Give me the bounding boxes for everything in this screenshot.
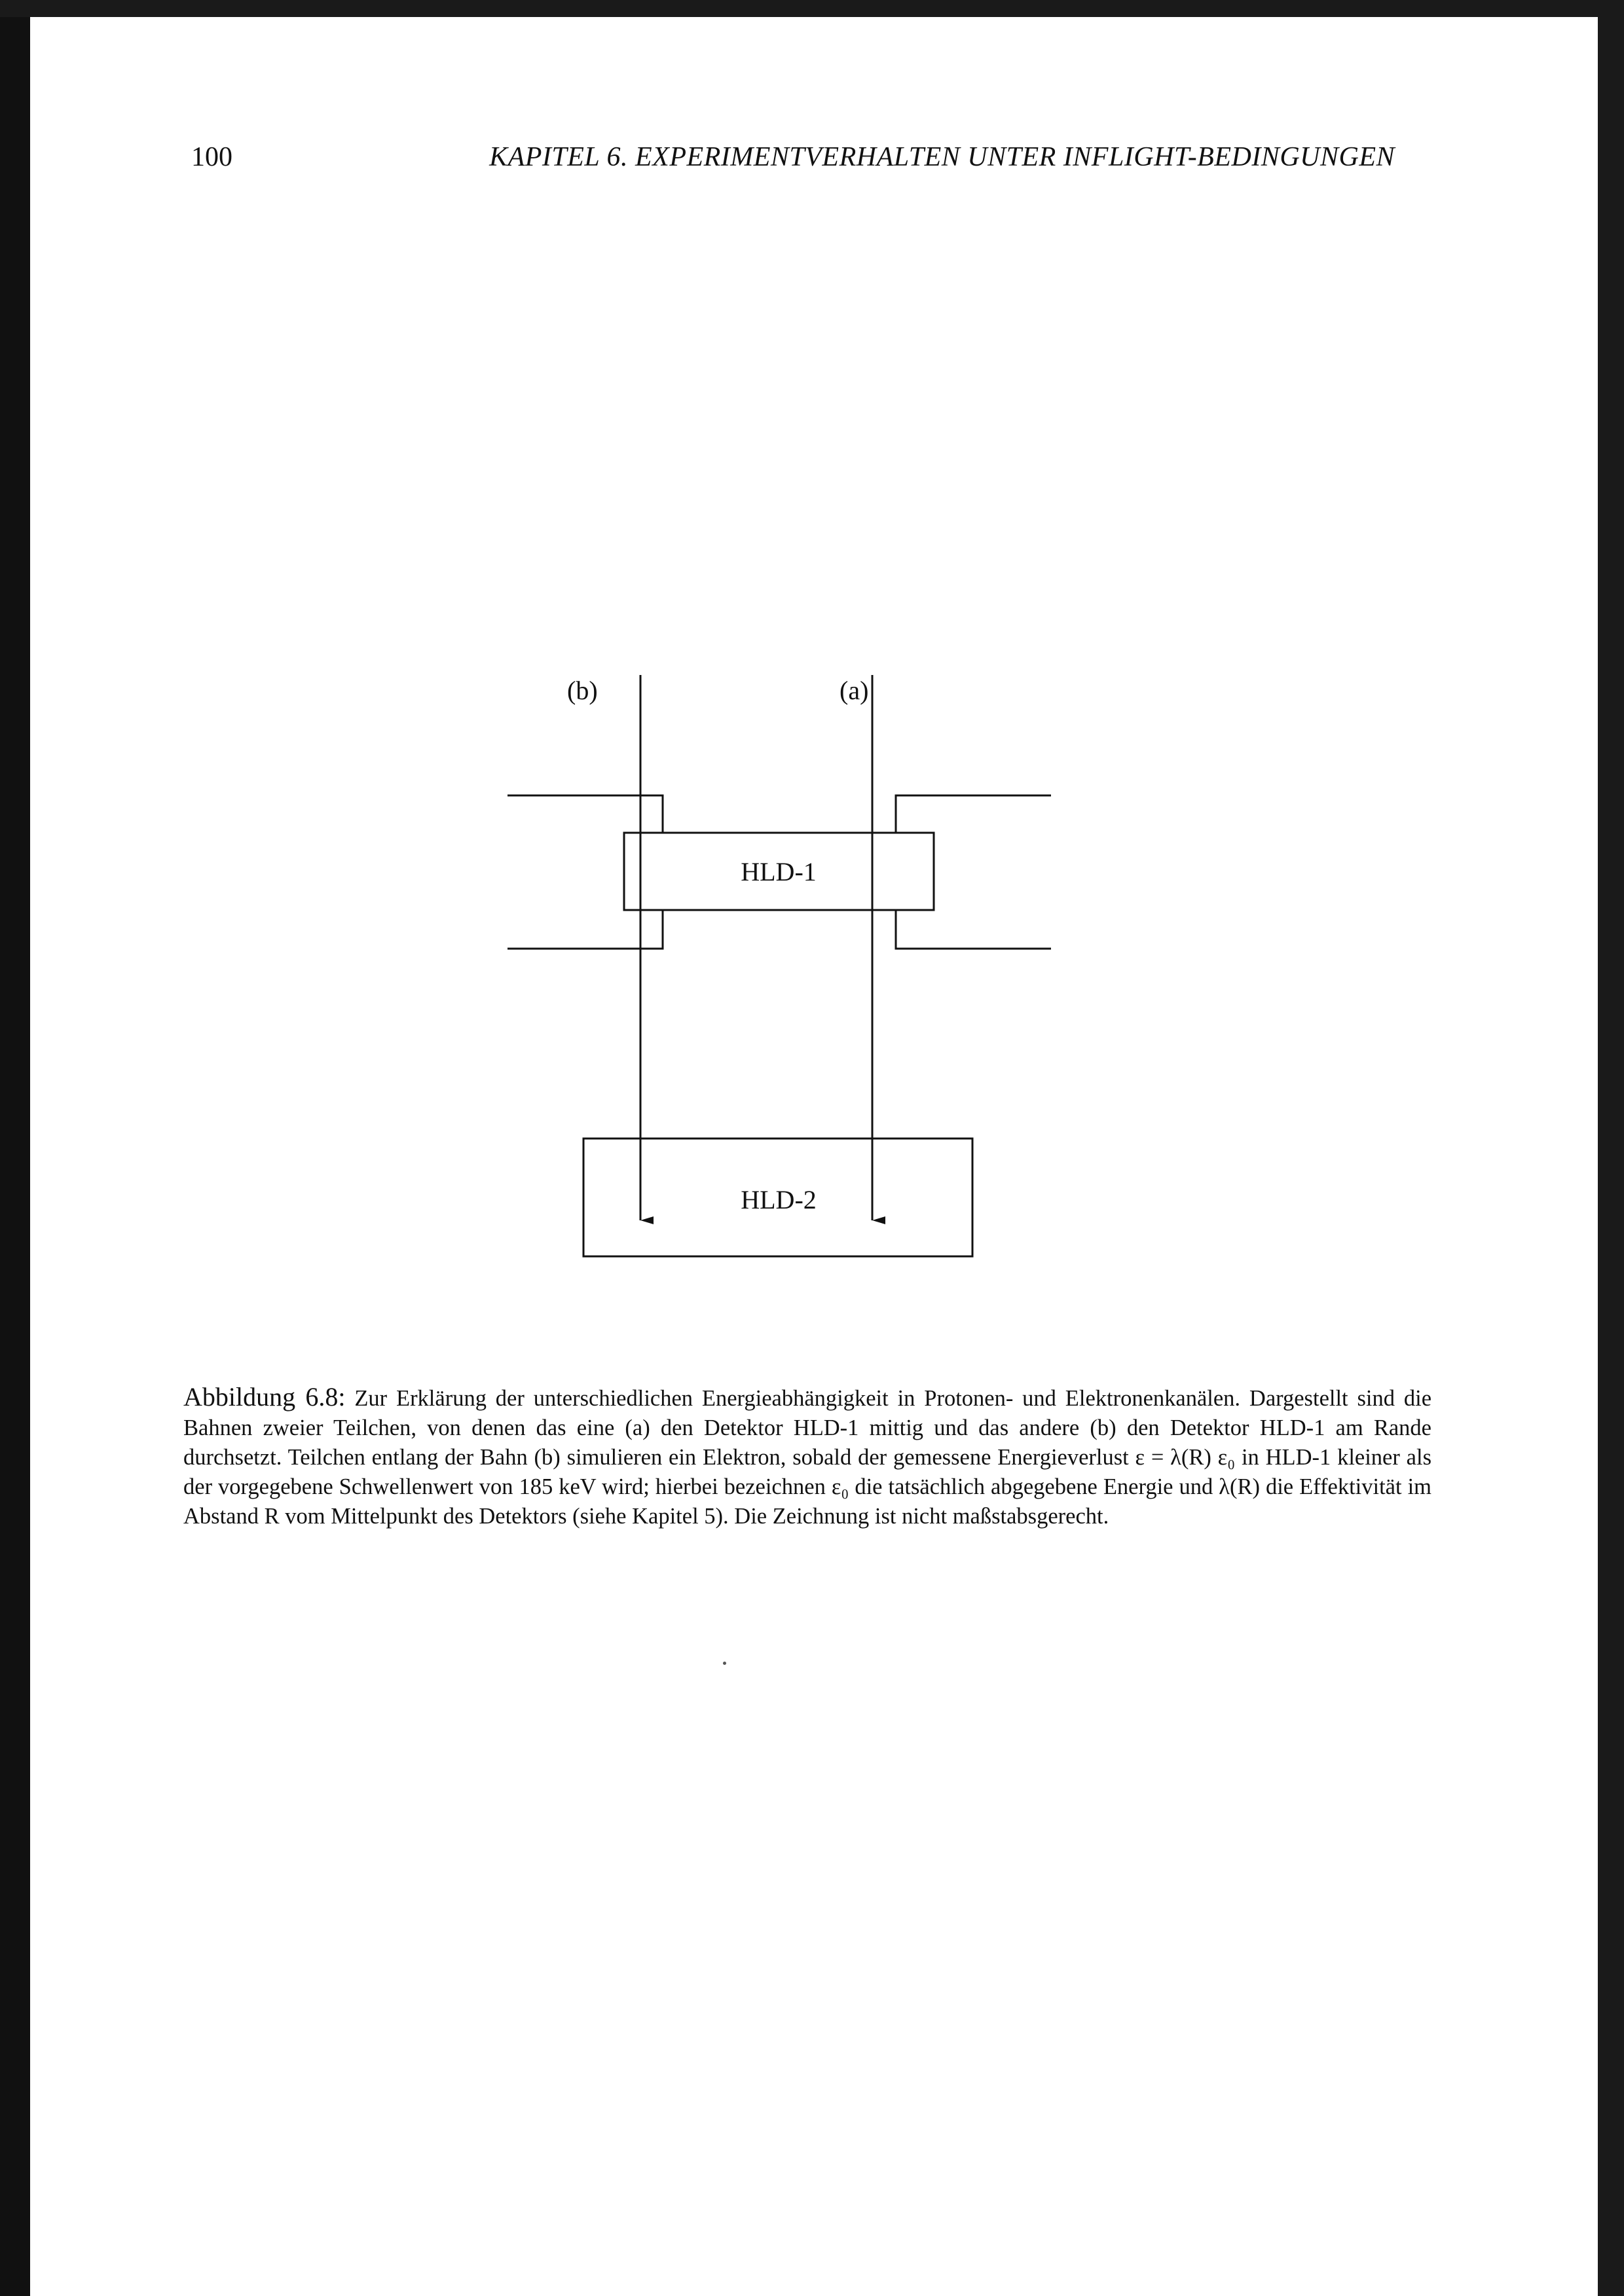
page <box>30 17 1598 2296</box>
running-head: KAPITEL 6. EXPERIMENTVERHALTEN UNTER INFLIGHT-BEDINGUNGEN <box>489 142 1395 172</box>
detector-diagram <box>30 17 1598 1392</box>
path-a-label: (a) <box>840 676 869 705</box>
hld2-label: HLD-2 <box>741 1185 817 1214</box>
figure-caption <box>183 1382 1431 1531</box>
caption-text: Zur Erklärung der unterschiedlichen Energieabhängigkeit in Protonen- und Elektronenkanälen. Dargestellt sind die Bahnen zweier Teilchen, von denen das eine (a) den Detektor HLD-1 mittig und das andere (b) den Detektor HLD-1 am Rande durchsetzt. Teilchen entlang der Bahn (b) simulieren ein Elektron, sobald der gemessene Energieverlust ε = λ(R) ε₀ in HLD-1 kleiner als der vorgegebene Schwellenwert von 185 keV wird; hierbei bezeichnen ε₀ die tatsächlich abgegebene Energie und λ(R) die Effektivität im Abstand R vom Mittelpunkt des Detektors (siehe Kapitel 5). Die Zeichnung ist nicht maßstabsgerecht. <box>183 1386 1432 1529</box>
hld1-label: HLD-1 <box>741 857 817 886</box>
page-number: 100 <box>191 142 232 172</box>
caption-label: Abbildung 6.8: <box>183 1382 346 1412</box>
path-b-label: (b) <box>567 676 598 705</box>
scan-border-top <box>0 0 1624 17</box>
scan-speck <box>723 1662 726 1665</box>
scan-border-right <box>1598 0 1624 2296</box>
